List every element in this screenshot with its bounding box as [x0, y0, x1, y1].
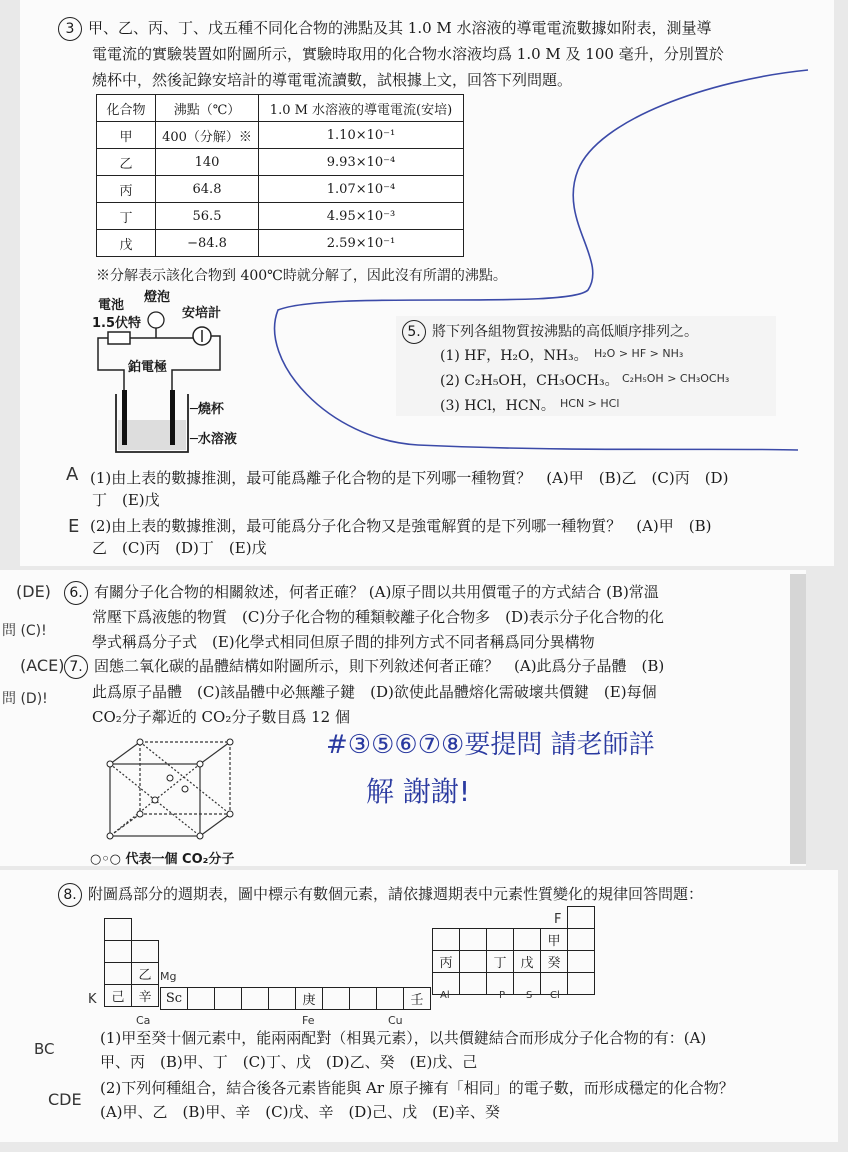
side-note: 問 (C)! [2, 623, 47, 639]
ammeter-label: 安培計 [182, 306, 222, 321]
co2-molecule-icon: ○◦○ [90, 852, 126, 867]
answer-mark: BC [34, 1040, 55, 1058]
answer-mark: CDE [48, 1090, 82, 1109]
table-header: 沸點（℃） [156, 95, 259, 122]
hand-label: F [554, 912, 562, 927]
beaker-label: ─燒杯 [190, 402, 224, 417]
element-cell: 辛 [132, 985, 159, 1007]
table-row: 甲 400（分解）※ 1.10×10⁻¹ [97, 122, 464, 149]
bulb-label: 燈泡 [144, 290, 171, 305]
q5-item: (1) HF，H₂O，NH₃。 [440, 348, 588, 364]
handwritten-request: #③⑤⑥⑦⑧要提問 請老師詳 [326, 730, 655, 760]
hand-label: Fe [302, 1014, 315, 1027]
q6-line: 學式稱爲分子式 (E)化學式相同但原子間的排列方式不同者稱爲同分異構物 [92, 633, 595, 651]
question-number: 8. [58, 883, 82, 907]
scan-shadow [790, 574, 806, 864]
q8-sub1: (1)甲至癸十個元素中，能兩兩配對（相異元素），以共價鍵結合而形成分子化合物的有：(A) [100, 1029, 707, 1047]
answer-mark: E [68, 516, 80, 537]
q5-answer: HCN > HCl [560, 397, 620, 410]
q3-sub2-cont: 乙 (C)丙 (D)丁 (E)戊 [92, 539, 267, 557]
q5-item: (2) C₂H₅OH，CH₃OCH₃。 [440, 373, 619, 389]
element-cell: 戊 [514, 951, 541, 973]
hand-label: P [499, 990, 506, 1001]
solution-label: ─水溶液 [190, 432, 237, 447]
q3-sub1: (1)由上表的數據推測，最可能爲離子化合物的是下列哪一種物質？ (A)甲 (B)乙 (C)丙 (D) [90, 469, 729, 487]
table-row: 乙 140 9.93×10⁻⁴ [97, 149, 464, 176]
q6-line: 6. 有關分子化合物的相關敘述，何者正確？ (A)原子間以共用價電子的方式結合 (B)常溫 [64, 580, 659, 605]
q3-sub2: (2)由上表的數據推測，最可能爲分子化合物又是強電解質的是下列哪一種物質？ (A)甲 (B) [90, 517, 712, 535]
q6-line: 常壓下爲液態的物質 (C)分子化合物的種類較離子化合物多 (D)表示分子化合物的化 [92, 608, 664, 626]
element-cell: 丁 [487, 951, 514, 973]
q8-intro: 8. 附圖爲部分的週期表，圖中標示有數個元素，請依據週期表中元素性質變化的規律回答問題： [58, 882, 703, 907]
q5-answer: C₂H₅OH > CH₃OCH₃ [622, 372, 730, 385]
question-number: 7. [64, 655, 88, 679]
bulb-icon [148, 312, 164, 328]
question-number: 3 [58, 17, 82, 41]
table-row: 丙 64.8 1.07×10⁻⁴ [97, 176, 464, 203]
crystal-legend: ○◦○ 代表一個 CO₂分子 [90, 852, 235, 867]
hand-label: Ca [136, 1014, 151, 1027]
hand-label: Al [440, 990, 450, 1001]
table-header: 化合物 [97, 95, 156, 122]
electrode-label: 鉑電極 [128, 360, 168, 375]
q7-line: 此爲原子晶體 (C)該晶體中必無離子鍵 (D)欲使此晶體熔化需破壞共價鍵 (E)每個 [92, 683, 657, 701]
crystal-diagram [100, 734, 240, 844]
element-cell: 丙 [433, 951, 460, 973]
q3-intro-line3: 燒杯中，然後記錄安培計的導電電流讀數，試根據上文，回答下列問題。 [92, 71, 573, 89]
element-cell: 己 [105, 985, 132, 1007]
battery-voltage-label: 1.5伏特 [92, 316, 142, 331]
q7-line: CO₂分子鄰近的 CO₂分子數目爲 12 個 [92, 708, 350, 726]
element-cell: 甲 [541, 929, 568, 951]
element-cell: 壬 [404, 988, 431, 1010]
question-number: 6. [64, 581, 88, 605]
handwritten-request-cont: 解 謝謝! [366, 775, 471, 808]
periodic-table-left [104, 918, 159, 1007]
side-note: 問 (D)! [2, 691, 48, 707]
q5-answer: H₂O > HF > NH₃ [594, 347, 684, 360]
q8-sub2: (2)下列何種組合，結合後各元素皆能與 Ar 原子擁有「相同」的電子數，而形成穩定的化合物？ [100, 1079, 734, 1097]
hand-label: S [526, 990, 533, 1001]
answer-mark: (DE) [16, 582, 51, 601]
answer-mark: A [66, 464, 79, 485]
element-cell: 乙 [132, 963, 159, 985]
question-number: 5. [402, 320, 426, 344]
periodic-table-transition [160, 987, 431, 1010]
element-cell: Sc [161, 988, 188, 1010]
element-cell: 癸 [541, 951, 568, 973]
table-note: ※分解表示該化合物到 400℃時就分解了，因此沒有所謂的沸點。 [96, 268, 507, 284]
q5-item: (3) HCl，HCN。 [440, 398, 555, 414]
q3-intro-line2: 電電流的實驗裝置如附圖所示，實驗時取用的化合物水溶液均爲 1.0 M 及 100 毫升，分別置於 [92, 45, 724, 63]
hand-label: Cl [550, 990, 560, 1001]
element-cell: 庚 [296, 988, 323, 1010]
hand-label: Cu [388, 1014, 403, 1027]
table-row: 戊 −84.8 2.59×10⁻¹ [97, 230, 464, 257]
q8-sub2-cont: (A)甲、乙 (B)甲、辛 (C)戊、辛 (D)己、戊 (E)辛、癸 [100, 1103, 500, 1121]
answer-mark: (ACE) [20, 656, 65, 675]
q3-intro: 3 甲、乙、丙、丁、戊五種不同化合物的沸點及其 1.0 M 水溶液的導電電流數據如附表，測量導 [58, 16, 712, 41]
table-header: 1.0 M 水溶液的導電電流(安培) [259, 95, 464, 122]
battery-label: 電池 [98, 298, 125, 313]
hand-label: Mg [160, 970, 177, 983]
table-row: 丁 56.5 4.95×10⁻³ [97, 203, 464, 230]
q7-line: 7. 固態二氧化碳的晶體結構如附圖所示，則下列敘述何者正確？ (A)此爲分子晶體 (B) [64, 654, 664, 679]
q3-sub1-cont: 丁 (E)戊 [92, 491, 160, 509]
q5-title: 5. 將下列各組物質按沸點的高低順序排列之。 [402, 320, 698, 344]
q8-sub1-cont: 甲、丙 (B)甲、丁 (C)丁、戊 (D)乙、癸 (E)戊、己 [100, 1053, 478, 1071]
hand-label: K [88, 992, 97, 1007]
periodic-table-right [432, 906, 595, 995]
